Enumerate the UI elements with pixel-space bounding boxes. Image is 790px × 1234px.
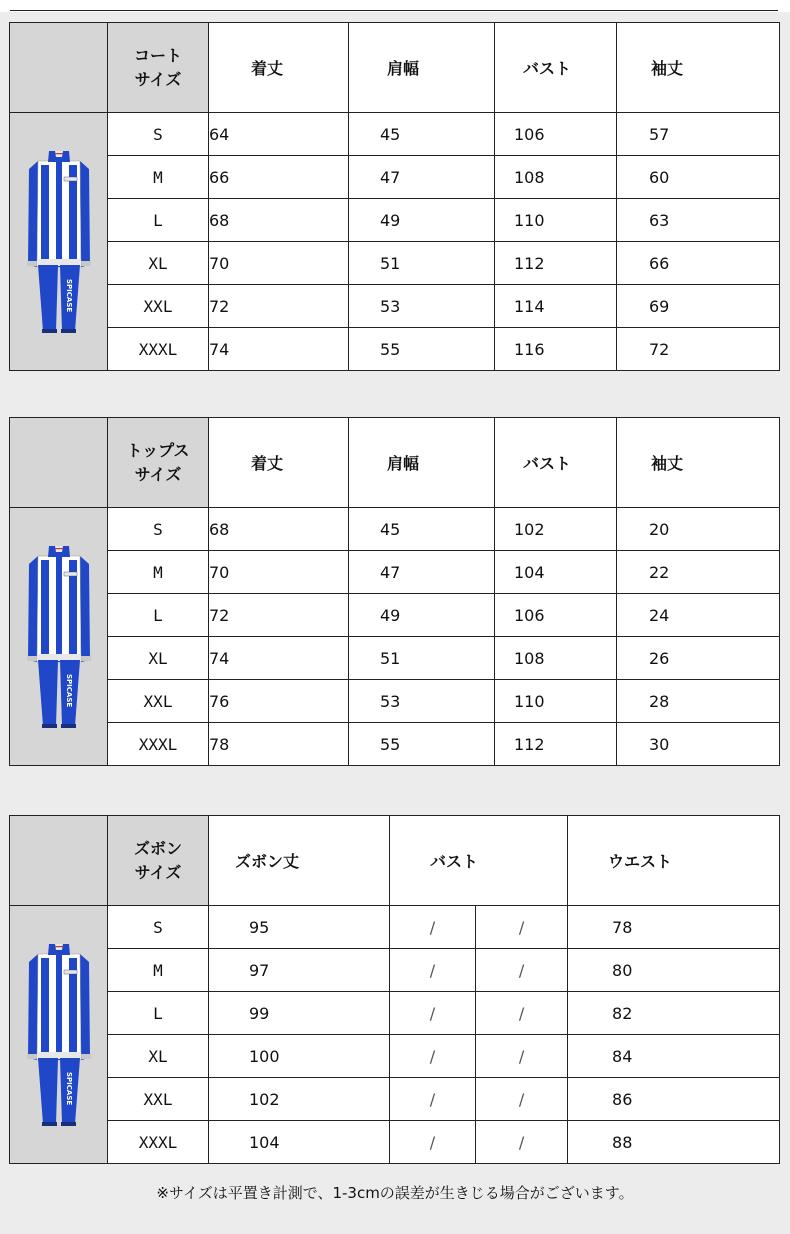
- value-cell: 82: [568, 992, 780, 1035]
- value-cell: 116: [495, 328, 617, 371]
- label-line: サイズ: [134, 464, 182, 484]
- empty-value-cell: /: [390, 1078, 476, 1121]
- table-row: [10, 723, 780, 766]
- value-cell: 74: [209, 328, 349, 371]
- tops-size-label: [108, 418, 209, 508]
- value-cell: 72: [209, 594, 349, 637]
- size-cell: L: [108, 992, 209, 1035]
- table-row: [10, 551, 780, 594]
- table-row: [10, 508, 780, 551]
- value-cell: 70: [209, 551, 349, 594]
- coat-size-table: [9, 22, 780, 371]
- column-header: 肩幅: [349, 418, 495, 508]
- empty-value-cell: /: [476, 1121, 568, 1164]
- column-header: 袖丈: [617, 23, 780, 113]
- column-header: 袖丈: [617, 418, 780, 508]
- size-cell: S: [108, 508, 209, 551]
- value-cell: 76: [209, 680, 349, 723]
- empty-value-cell: /: [476, 906, 568, 949]
- pants-size-label: [108, 816, 209, 906]
- value-cell: 24: [617, 594, 780, 637]
- value-cell: 110: [495, 680, 617, 723]
- value-cell: 47: [349, 551, 495, 594]
- uniform-image-cell: [10, 508, 108, 766]
- svg-text:SPICASE: SPICASE: [64, 278, 73, 312]
- value-cell: 55: [349, 328, 495, 371]
- value-cell: 53: [349, 680, 495, 723]
- table-row: [10, 1121, 780, 1164]
- table-row: [10, 992, 780, 1035]
- table-row: [10, 680, 780, 723]
- table-row: [10, 906, 780, 949]
- table-row: [10, 1078, 780, 1121]
- value-cell: 86: [568, 1078, 780, 1121]
- value-cell: 80: [568, 949, 780, 992]
- value-cell: 112: [495, 242, 617, 285]
- pants-size-table: [9, 815, 780, 1164]
- value-cell: 66: [617, 242, 780, 285]
- value-cell: 78: [568, 906, 780, 949]
- header-corner: [10, 816, 108, 906]
- table-row: [10, 637, 780, 680]
- table-row: [10, 949, 780, 992]
- value-cell: 69: [617, 285, 780, 328]
- coat-size-label: [108, 23, 209, 113]
- label-line: コート: [133, 45, 182, 65]
- size-cell: XXL: [108, 680, 209, 723]
- size-cell: XXL: [108, 1078, 209, 1121]
- value-cell: 68: [209, 199, 349, 242]
- top-divider: [10, 10, 778, 11]
- uniform-image-cell: [10, 906, 108, 1164]
- value-cell: 100: [209, 1035, 390, 1078]
- size-cell: XXXL: [108, 1121, 209, 1164]
- empty-value-cell: /: [476, 1035, 568, 1078]
- value-cell: 51: [349, 637, 495, 680]
- value-cell: 49: [349, 594, 495, 637]
- value-cell: 112: [495, 723, 617, 766]
- label-line: トップス: [126, 440, 190, 460]
- value-cell: 53: [349, 285, 495, 328]
- uniform-illustration: [24, 940, 94, 1130]
- header-corner: [10, 418, 108, 508]
- value-cell: 55: [349, 723, 495, 766]
- column-header: バスト: [495, 418, 617, 508]
- value-cell: 28: [617, 680, 780, 723]
- value-cell: 102: [495, 508, 617, 551]
- size-cell: L: [108, 594, 209, 637]
- svg-text:SPICASE: SPICASE: [64, 673, 73, 707]
- value-cell: 63: [617, 199, 780, 242]
- uniform-illustration: [24, 147, 94, 337]
- value-cell: 84: [568, 1035, 780, 1078]
- value-cell: 72: [617, 328, 780, 371]
- size-cell: L: [108, 199, 209, 242]
- size-cell: XL: [108, 637, 209, 680]
- table-row: [10, 242, 780, 285]
- value-cell: 97: [209, 949, 390, 992]
- column-header: バスト: [390, 816, 568, 906]
- value-cell: 68: [209, 508, 349, 551]
- value-cell: 104: [495, 551, 617, 594]
- header-corner: [10, 23, 108, 113]
- value-cell: 102: [209, 1078, 390, 1121]
- column-header: ズボン丈: [209, 816, 390, 906]
- table-row: [10, 285, 780, 328]
- column-header: 着丈: [209, 23, 349, 113]
- size-cell: M: [108, 949, 209, 992]
- size-cell: XXXL: [108, 328, 209, 371]
- uniform-image-cell: [10, 113, 108, 371]
- value-cell: 108: [495, 156, 617, 199]
- label-line: サイズ: [134, 69, 182, 89]
- size-cell: M: [108, 551, 209, 594]
- value-cell: 110: [495, 199, 617, 242]
- empty-value-cell: /: [390, 1121, 476, 1164]
- value-cell: 88: [568, 1121, 780, 1164]
- table-row: [10, 199, 780, 242]
- value-cell: 45: [349, 113, 495, 156]
- column-header: 着丈: [209, 418, 349, 508]
- empty-value-cell: /: [476, 1078, 568, 1121]
- column-header: 肩幅: [349, 23, 495, 113]
- value-cell: 51: [349, 242, 495, 285]
- value-cell: 95: [209, 906, 390, 949]
- empty-value-cell: /: [390, 906, 476, 949]
- value-cell: 57: [617, 113, 780, 156]
- value-cell: 45: [349, 508, 495, 551]
- size-cell: S: [108, 113, 209, 156]
- table-row: [10, 594, 780, 637]
- value-cell: 72: [209, 285, 349, 328]
- value-cell: 64: [209, 113, 349, 156]
- size-cell: XXL: [108, 285, 209, 328]
- size-cell: M: [108, 156, 209, 199]
- value-cell: 99: [209, 992, 390, 1035]
- value-cell: 66: [209, 156, 349, 199]
- table-row: [10, 156, 780, 199]
- empty-value-cell: /: [390, 1035, 476, 1078]
- table-row: [10, 113, 780, 156]
- empty-value-cell: /: [476, 949, 568, 992]
- value-cell: 20: [617, 508, 780, 551]
- size-cell: XXXL: [108, 723, 209, 766]
- size-cell: S: [108, 906, 209, 949]
- empty-value-cell: /: [476, 992, 568, 1035]
- value-cell: 114: [495, 285, 617, 328]
- table-row: [10, 1035, 780, 1078]
- value-cell: 106: [495, 594, 617, 637]
- value-cell: 108: [495, 637, 617, 680]
- value-cell: 47: [349, 156, 495, 199]
- tops-size-table: [9, 417, 780, 766]
- value-cell: 106: [495, 113, 617, 156]
- value-cell: 26: [617, 637, 780, 680]
- size-cell: XL: [108, 242, 209, 285]
- top-strip: [0, 0, 790, 12]
- value-cell: 78: [209, 723, 349, 766]
- empty-value-cell: /: [390, 992, 476, 1035]
- uniform-illustration: [24, 542, 94, 732]
- value-cell: 70: [209, 242, 349, 285]
- label-line: サイズ: [134, 862, 182, 882]
- size-cell: XL: [108, 1035, 209, 1078]
- column-header: バスト: [495, 23, 617, 113]
- value-cell: 60: [617, 156, 780, 199]
- value-cell: 22: [617, 551, 780, 594]
- label-line: ズボン: [133, 838, 182, 858]
- empty-value-cell: /: [390, 949, 476, 992]
- svg-text:SPICASE: SPICASE: [64, 1071, 73, 1105]
- table-row: [10, 328, 780, 371]
- value-cell: 49: [349, 199, 495, 242]
- value-cell: 104: [209, 1121, 390, 1164]
- column-header: ウエスト: [568, 816, 780, 906]
- value-cell: 30: [617, 723, 780, 766]
- measurement-footnote: ※サイズは平置き計測で、1-3cmの誤差が生きじる場合がございます。: [156, 1184, 634, 1202]
- value-cell: 74: [209, 637, 349, 680]
